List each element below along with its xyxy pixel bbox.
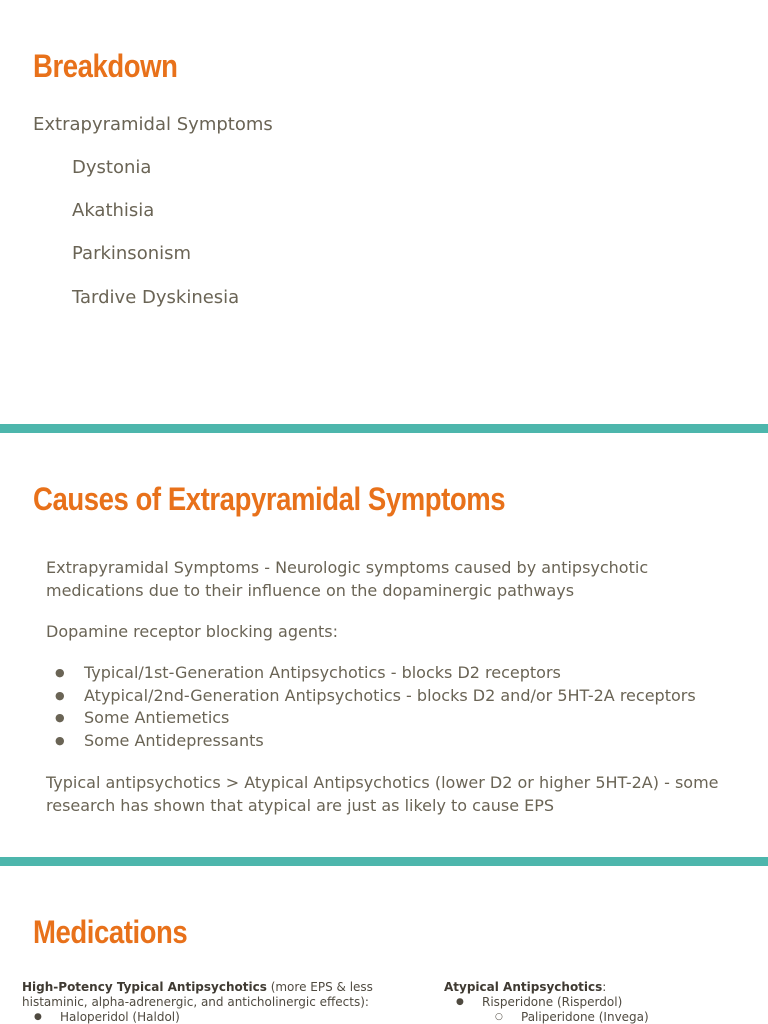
slide-divider (0, 857, 768, 866)
list-heading: Extrapyramidal Symptoms (33, 114, 273, 135)
slide-title: Breakdown (33, 48, 178, 84)
atypical-heading-colon: : (602, 980, 607, 994)
atypical-subitem: Paliperidone (Invega) (521, 1010, 649, 1024)
list-item-text: Typical/1st-Generation Antipsychotics - blocks D2 receptors (84, 663, 561, 682)
bullet-icon: ● (55, 666, 65, 679)
typical-heading-note: (more EPS & less (266, 980, 373, 994)
typical-heading-continued: histaminic, alpha-adrenergic, and anticholinergic effects): (22, 995, 369, 1009)
typical-item: Haloperidol (Haldol) (60, 1010, 180, 1024)
slide-causes (0, 433, 768, 857)
list-item-text: Atypical/2nd-Generation Antipsychotics - blocks D2 and/or 5HT-2A receptors (84, 686, 696, 705)
note-line: Typical antipsychotics > Atypical Antipsychotics (lower D2 or higher 5HT-2A) - some (46, 773, 719, 792)
list-item: Akathisia (72, 200, 155, 221)
bullet-icon: ● (55, 734, 65, 747)
list-item-text: Some Antidepressants (84, 731, 264, 750)
list-item: Tardive Dyskinesia (72, 287, 240, 308)
bullet-icon: ● (34, 1012, 42, 1022)
note-line: research has shown that atypical are just as likely to cause EPS (46, 796, 555, 815)
intro-line: medications due to their influence on the dopaminergic pathways (46, 581, 575, 600)
list-item-text: Some Antiemetics (84, 708, 230, 727)
column-heading-typical (22, 980, 373, 995)
atypical-item: Risperidone (Risperdol) (482, 995, 623, 1009)
slide-breakdown (0, 0, 768, 424)
list-item: Dystonia (72, 157, 152, 178)
intro-line: Extrapyramidal Symptoms - Neurologic symptoms caused by antipsychotic (46, 558, 649, 577)
slide-title: Causes of Extrapyramidal Symptoms (33, 481, 506, 517)
bullet-icon: ● (55, 689, 65, 702)
agents-label: Dopamine receptor blocking agents: (46, 622, 338, 641)
column-heading-atypical (444, 980, 606, 995)
atypical-heading-bold: Atypical Antipsychotics (444, 980, 603, 994)
sub-bullet-icon: ○ (495, 1012, 503, 1022)
bullet-icon: ● (55, 711, 65, 724)
slide-divider (0, 424, 768, 433)
list-item: Parkinsonism (72, 243, 192, 264)
bullet-icon: ● (456, 997, 464, 1007)
typical-heading-bold: High-Potency Typical Antipsychotics (22, 980, 267, 994)
slide-title: Medications (33, 914, 188, 950)
slide-medications (0, 866, 768, 1024)
